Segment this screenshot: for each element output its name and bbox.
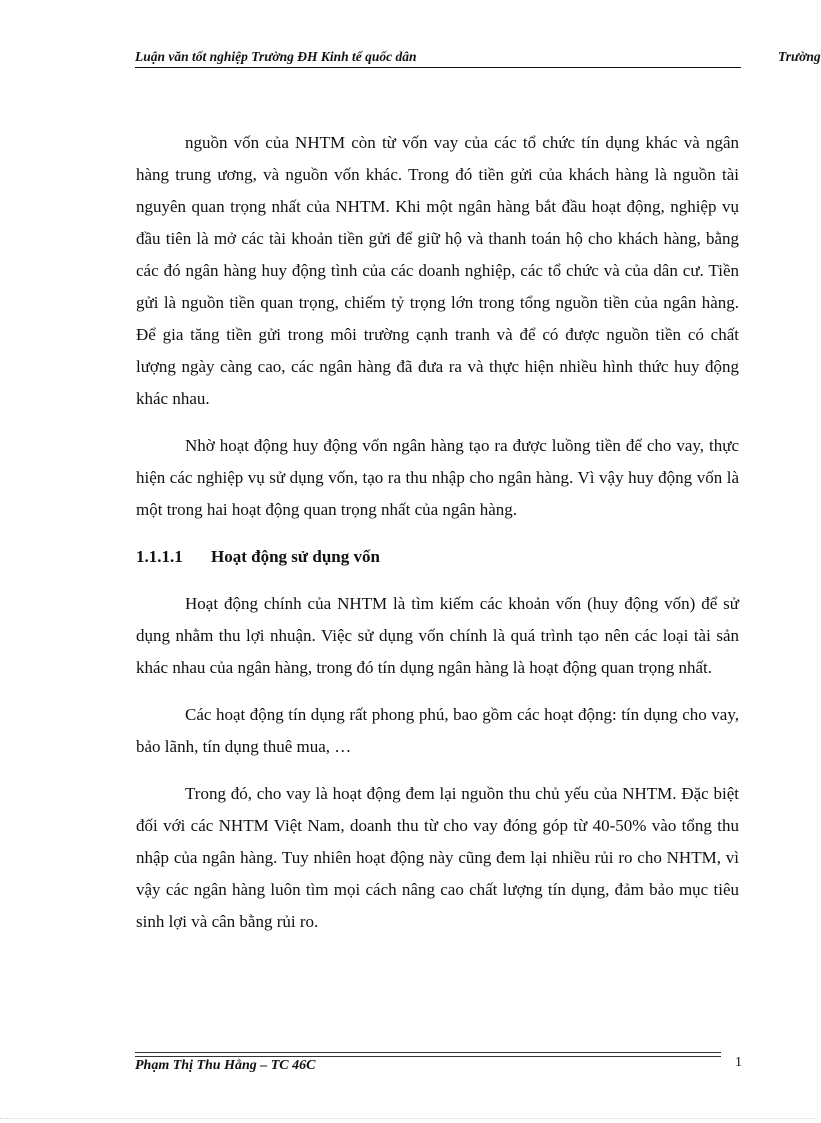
header-right-text: Trường bbox=[778, 49, 821, 64]
header-divider bbox=[135, 67, 741, 68]
paragraph-3: Hoạt động chính của NHTM là tìm kiếm các khoản vốn (huy động vốn) để sử dụng nhằm thu lợi nhuận. Việc sử dụng vốn chính là quá trình tạo nên các loại tài sản khác nhau của ngân hàng, trong đó tín dụng ngân hàng là hoạt động quan trọng nhất. bbox=[136, 594, 739, 677]
paragraph-4: Các hoạt động tín dụng rất phong phú, bao gồm các hoạt động: tín dụng cho vay, bảo lãnh, tín dụng thuê mua, … bbox=[136, 705, 739, 756]
paragraph-2: Nhờ hoạt động huy động vốn ngân hàng tạo ra được luồng tiền để cho vay, thực hiện các nghiệp vụ sử dụng vốn, tạo ra thu nhập cho ngân hàng. Vì vậy huy động vốn là một trong hai hoạt động quan trọng nhất của ngân hàng. bbox=[136, 436, 739, 519]
footer-author: Phạm Thị Thu Hằng – TC 46C bbox=[135, 1058, 316, 1073]
paragraph-5: Trong đó, cho vay là hoạt động đem lại nguồn thu chủ yếu của NHTM. Đặc biệt đối với các NHTM Việt Nam, doanh thu từ cho vay đóng góp từ 40-50% vào tổng thu nhập của ngân hàng. Tuy nhiên hoạt động này cũng đem lại nhiều rủi ro cho NHTM, vì vậy các ngân hàng luôn tìm mọi cách nâng cao chất lượng tín dụng, đảm bảo mục tiêu sinh lợi và cân bằng rủi ro. bbox=[136, 784, 739, 931]
footer-divider bbox=[135, 1052, 721, 1057]
header-thesis-title: Luận văn tốt nghiệp Trường ĐH Kinh tế quốc dân bbox=[135, 49, 417, 64]
page-number: 1 bbox=[735, 1055, 742, 1070]
section-heading-title: Hoạt động sử dụng vốn bbox=[211, 547, 380, 566]
section-heading-number: 1.1.1.1 bbox=[136, 547, 183, 566]
paragraph-1: nguồn vốn của NHTM còn từ vốn vay của các tổ chức tín dụng khác và ngân hàng trung ương, và nguồn vốn khác. Trong đó tiền gửi của khách hàng là nguồn tài nguyên quan trọng nhất của NHTM. Khi một ngân hàng bắt đầu hoạt động, nghiệp vụ đầu tiên là mở các tài khoản tiền gửi để giữ hộ và thanh toán hộ cho khách hàng, bằng các đó ngân hàng huy động tình của các doanh nghiệp, các tổ chức và của dân cư. Tiền gửi là nguồn tiền quan trọng, chiếm tỷ trọng lớn trong tổng nguồn tiền của ngân hàng. Để gia tăng tiền gửi trong môi trường cạnh tranh và để có được nguồn tiền có chất lượng ngày càng cao, các ngân hàng đã đưa ra và thực hiện nhiều hình thức huy động khác nhau. bbox=[136, 133, 739, 408]
page-bottom-edge bbox=[0, 1118, 816, 1119]
section-heading bbox=[136, 541, 739, 573]
document-body bbox=[136, 127, 739, 953]
